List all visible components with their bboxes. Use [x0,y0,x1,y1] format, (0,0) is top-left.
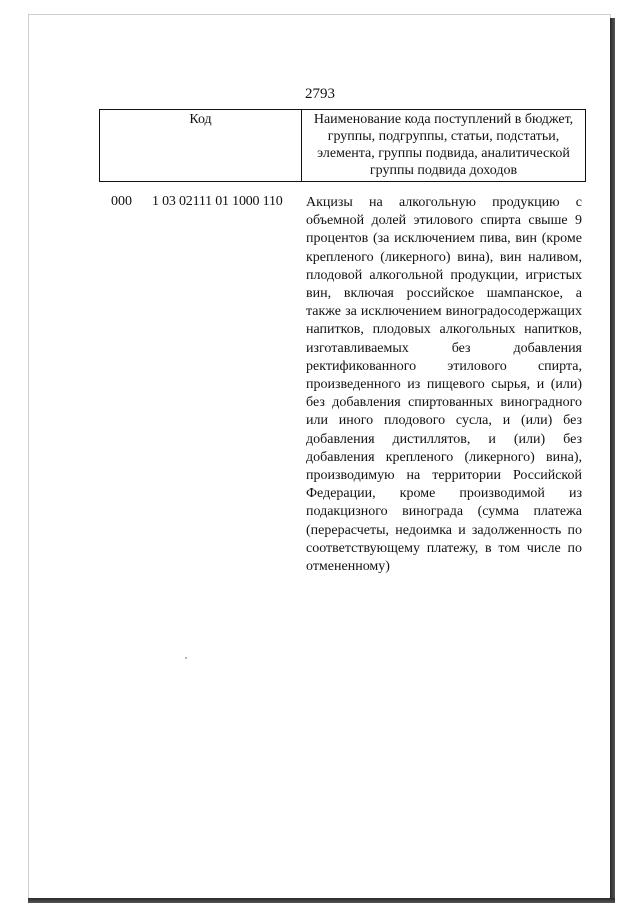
row-description: Акцизы на алкогольную продукцию с объемной долей этилового спирта свыше 9 процентов (за исключением пива, вин (кроме крепленого (ликерного) вина), вин наливом, плодовой алкогольной продукции, игристых вин, включая российское шампанское, а также за исключением виноградосодержащих напитков, плодовых алкогольных напитков, изготавливаемых без добавления ректификованного этилового спирта, произведенного из пищевого сырья, и (или) без добавления спиртованных виноградного или иного плодового сусла, и (или) без добавления дистиллятов, и (или) без добавления крепленого (ликерного) вина), производимую на территории Российской Федерации, кроме производимой из подакцизного винограда (сумма платежа (перерасчеты, недоимка и задолженность по соответствующему платежу, в том числе по отмененному) [306,195,582,575]
page-number: 2793 [305,86,335,102]
header-code-cell: Код [100,110,302,182]
row-admin-code: 000 [111,194,132,209]
page-shadow-bottom [28,898,615,903]
row-full-code: 1 03 02111 01 1000 110 [152,194,283,209]
codes-table-header [99,109,586,182]
header-name-cell: Наименование кода поступлений в бюджет, группы, подгруппы, статьи, подстатьи, элемента, группы подвида, аналитической группы подвида доходов [302,110,586,182]
scan-speck [185,657,187,659]
table-header-row [100,110,586,182]
page-shadow-right [610,18,615,900]
